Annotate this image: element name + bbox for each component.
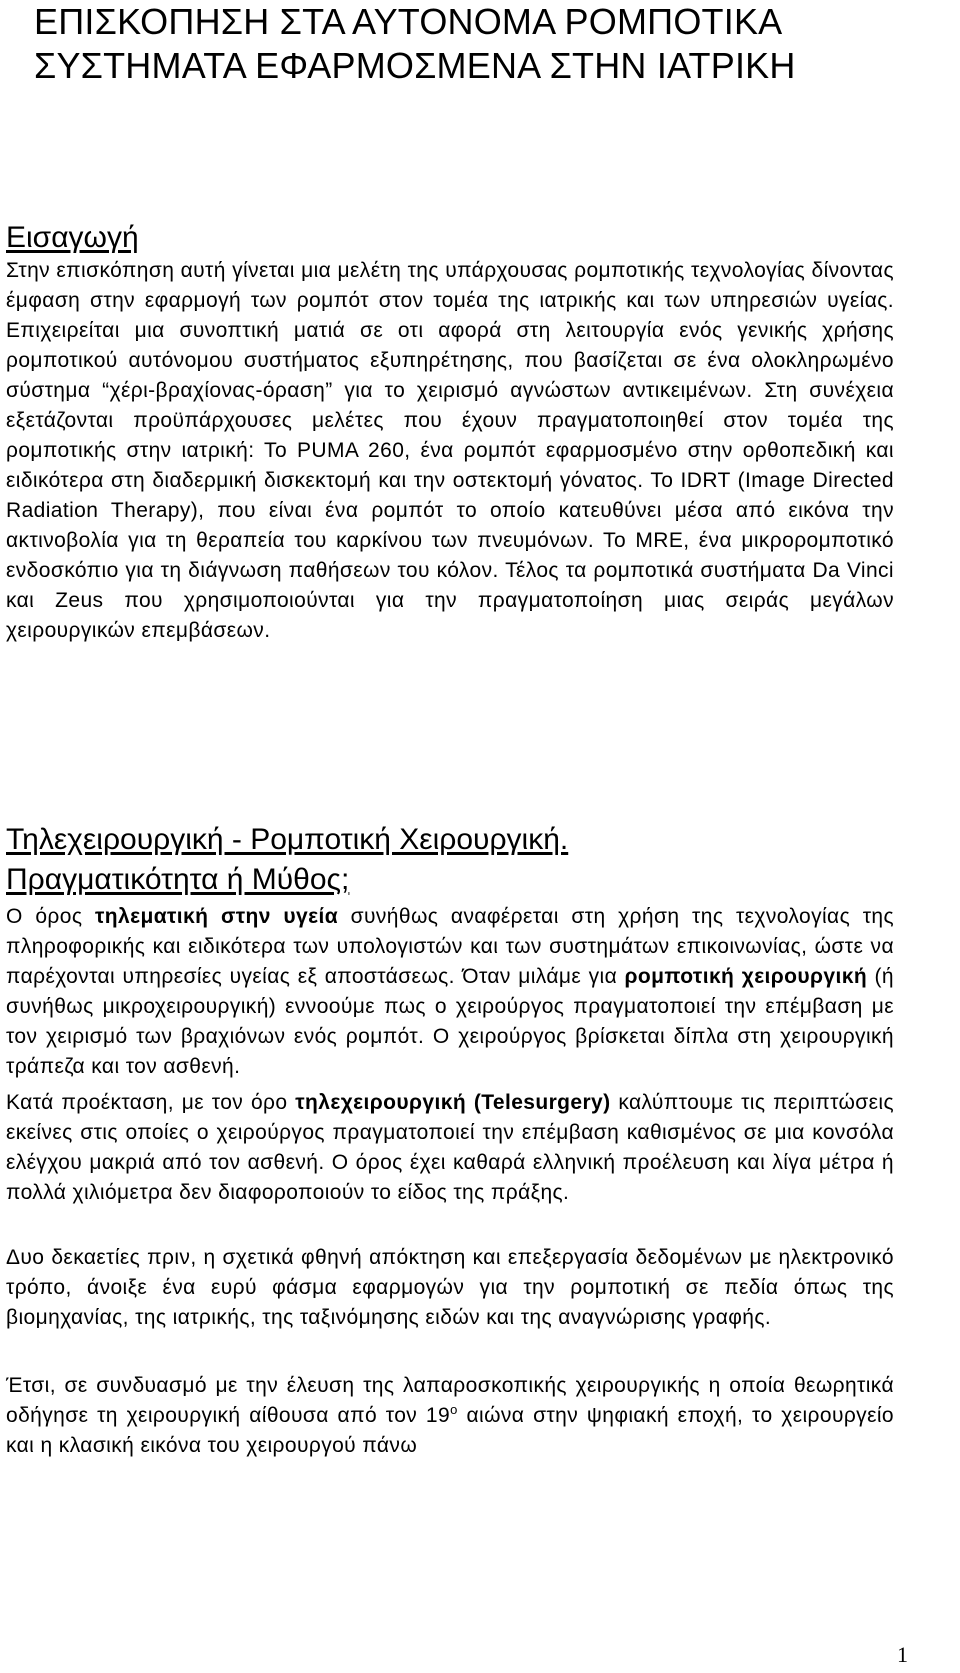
telesurgery-heading: [6, 820, 906, 900]
page-number: 1: [897, 1642, 908, 1667]
bold-term-telesurgery: τηλεχειρουργική (Telesurgery): [295, 1091, 611, 1114]
laparoscopy-paragraph: [6, 1371, 894, 1461]
telesurgery-definition-paragraph: [6, 1088, 894, 1208]
superscript-o: ο: [450, 1402, 458, 1417]
text-run: Ο όρος: [6, 905, 95, 928]
text-run: Κατά προέκταση, με τον όρο: [6, 1091, 296, 1114]
telesurgery-heading-line2: Πραγματικότητα ή Μύθος;: [6, 863, 350, 896]
document-title: ΕΠΙΣΚΟΠΗΣΗ ΣΤΑ ΑΥΤΟΝΟΜΑ ΡΟΜΠΟΤΙΚΑ ΣΥΣΤΗΜΑΤΑ ΕΦΑΡΜΟΣΜΕΝΑ ΣΤΗΝ ΙΑΤΡΙΚΗ: [34, 1, 796, 86]
intro-heading: Εισαγωγή: [6, 221, 139, 254]
text-run: καλύπτουμε τις περιπτώσεις εκείνες στις οποίες ο χειρούργος πραγματοποιεί την επέμβαση καθισμένος σε μια κονσόλα ελέγχου μακριά από τον ασθενή. Ο όρος έχει καθαρά ελληνική προέλευση και λίγα μέτρα ή πολλά χιλιόμετρα δεν διαφοροποιούν το είδος της πράξης.: [6, 1091, 894, 1204]
bold-term-telematics: τηλεματική στην υγεία: [95, 905, 339, 928]
text-run: Έτσι, σε συνδυασμό με την έλευση της λαπαροσκοπικής χειρουργικής η οποία θεωρητικά οδήγησε τη χειρουργική αίθουσα από τον 19: [6, 1374, 894, 1427]
history-paragraph: Δυο δεκαετίες πριν, η σχετικά φθηνή απόκτηση και επεξεργασία δεδομένων με ηλεκτρονικό τρόπο, άνοιξε ένα ευρύ φάσμα εφαρμογών για την ρομποτική σε πεδία όπως της βιομηχανίας, της ιατρικής, της ταξινόμησης ειδών και της αναγνώρισης γραφής.: [6, 1246, 894, 1329]
text-run: αιώνα στην ψηφιακή εποχή, το χειρουργείο και η κλασική εικόνα του χειρουργού πάνω: [6, 1404, 894, 1457]
intro-paragraph: Στην επισκόπηση αυτή γίνεται μια μελέτη της υπάρχουσας ρομποτικής τεχνολογίας δίνοντας έμφαση στην εφαρμογή των ρομπότ στον τομέα της ιατρικής και των υπηρεσιών υγείας. Επιχειρείται μια συνοπτική ματιά σε οτι αφορά στη λειτουργία ενός γενικής χρήσης ρομποτικού αυτόνομου συστήματος εξυπηρέτησης, που βασίζεται σε ένα ολοκληρωμένο σύστημα “χέρι-βραχίονας-όραση” για το χειρισμό αγνώστων αντικειμένων. Στη συνέχεια εξετάζονται προϋπάρχουσες μελέτες που έχουν πραγματοποιηθεί στον τομέα της ρομποτικής στην ιατρική: Το PUMA 260, ένα ρομπότ εφαρμοσμένο στην ορθοπεδική και ειδικότερα στη διαδερμική δισκεκτομή και την οστεκτομή γόνατος. Το IDRT (Image Directed Radiation Therapy), που είναι ένα ρομπότ το οποίο κατευθύνει μέσα από εικόνα την ακτινοβολία για τη θεραπεία του καρκίνου των πνευμόνων. Το MRE, ένα μικρορομποτικό ενδοσκόπιο για τη διάγνωση παθήσεων του κόλον. Τέλος τα ρομποτικά συστήματα Da Vinci και Zeus που χρησιμοποιούνται για την πραγματοποίηση μιας σειράς μεγάλων χειρουργικών επεμβάσεων.: [6, 259, 894, 642]
telematics-paragraph: [6, 902, 894, 1082]
text-run: συνήθως αναφέρεται στη χρήση της τεχνολογίας της πληροφορικής και ειδικότερα των υπολογιστών και των συστημάτων επικοινωνίας, ώστε να παρέχονται υπηρεσίες υγείας εξ αποστάσεως. Όταν μιλάμε για: [6, 905, 895, 988]
bold-term-robotic-surgery: ρομποτική χειρουργική: [624, 965, 868, 988]
text-run: (ή συνήθως μικροχειρουργική) εννοούμε πως ο χειρούργος πραγματοποιεί την επέμβαση με τον χειρισμό των βραχιόνων ενός ρομπότ. Ο χειρούργος βρίσκεται δίπλα στη χειρουργική τράπεζα και τον ασθενή.: [6, 965, 894, 1078]
telesurgery-heading-line1: Τηλεχειρουργική - Ρομποτική Χειρουργική.: [6, 823, 569, 856]
